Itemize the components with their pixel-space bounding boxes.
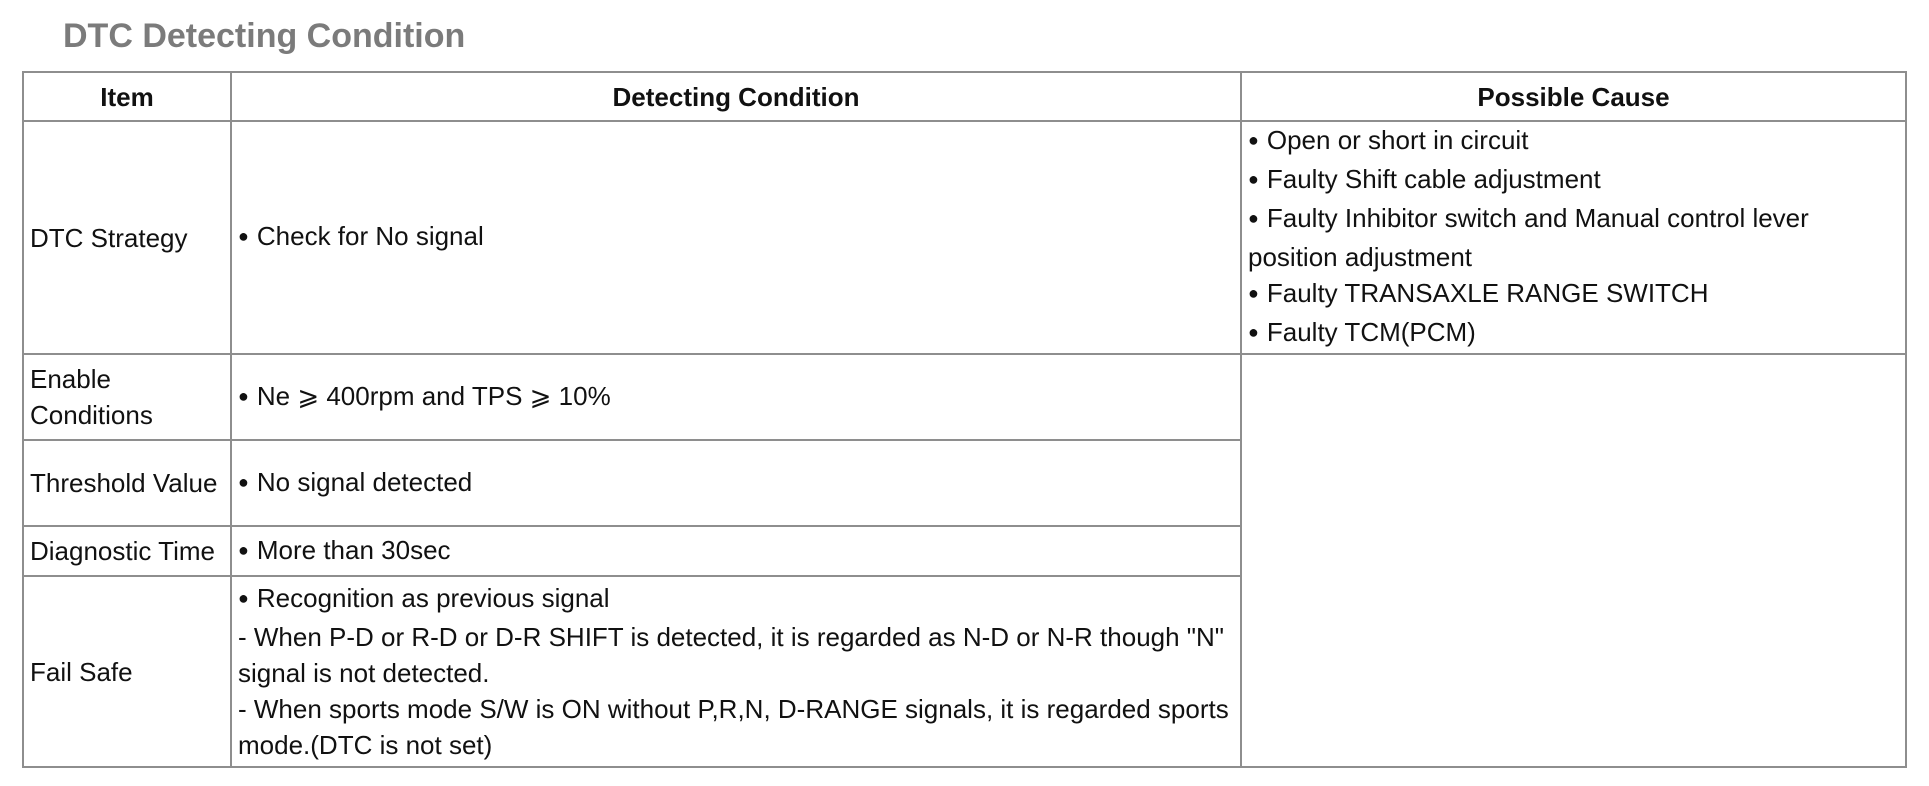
item-cell-diagnostic-time: Diagnostic Time (23, 526, 231, 576)
page-title: DTC Detecting Condition (63, 17, 466, 55)
condition-note-shift: - When P-D or R-D or D-R SHIFT is detected, it is regarded as N-D or N-R though "N" signal is not detected. (238, 622, 1225, 688)
cause-transaxle-range-switch: ● Faulty TRANSAXLE RANGE SWITCH (1248, 275, 1899, 314)
cause-inhibitor-switch: ● Faulty Inhibitor switch and Manual control lever position adjustment (1248, 200, 1899, 275)
table-header-row (23, 72, 1906, 121)
item-cell-enable-conditions: Enable Conditions (23, 354, 231, 440)
condition-note-sports-mode: - When sports mode S/W is ON without P,R,N, D-RANGE signals, it is regarded sports mode.(DTC is not set) (238, 694, 1229, 760)
cause-open-short: ● Open or short in circuit (1248, 122, 1899, 161)
possible-cause-empty-cell (1241, 354, 1906, 767)
condition-cell-fail-safe (231, 576, 1241, 767)
header-detecting-condition: Detecting Condition (231, 72, 1241, 121)
condition-cell-threshold-value (231, 440, 1241, 526)
condition-bullet: ● Check for No signal (238, 218, 1234, 257)
condition-bullet: ● More than 30sec (238, 532, 1234, 571)
condition-bullet: ● No signal detected (238, 464, 1234, 503)
header-possible-cause: Possible Cause (1241, 72, 1906, 121)
item-cell-threshold-value: Threshold Value (23, 440, 231, 526)
condition-cell-dtc-strategy (231, 121, 1241, 354)
possible-cause-cell (1241, 121, 1906, 354)
table-row-enable-conditions (23, 354, 1906, 440)
cause-tcm-pcm: ● Faulty TCM(PCM) (1248, 314, 1899, 353)
cause-shift-cable: ● Faulty Shift cable adjustment (1248, 161, 1899, 200)
dtc-detecting-condition-table (22, 71, 1907, 768)
table-row-dtc-strategy (23, 121, 1906, 354)
condition-cell-diagnostic-time (231, 526, 1241, 576)
header-item: Item (23, 72, 231, 121)
condition-bullet: ● Ne ⩾ 400rpm and TPS ⩾ 10% (238, 378, 1234, 417)
condition-cell-enable-conditions (231, 354, 1241, 440)
condition-bullet: ● Recognition as previous signal (238, 580, 1234, 619)
item-cell-fail-safe: Fail Safe (23, 576, 231, 767)
item-cell-dtc-strategy: DTC Strategy (23, 121, 231, 354)
